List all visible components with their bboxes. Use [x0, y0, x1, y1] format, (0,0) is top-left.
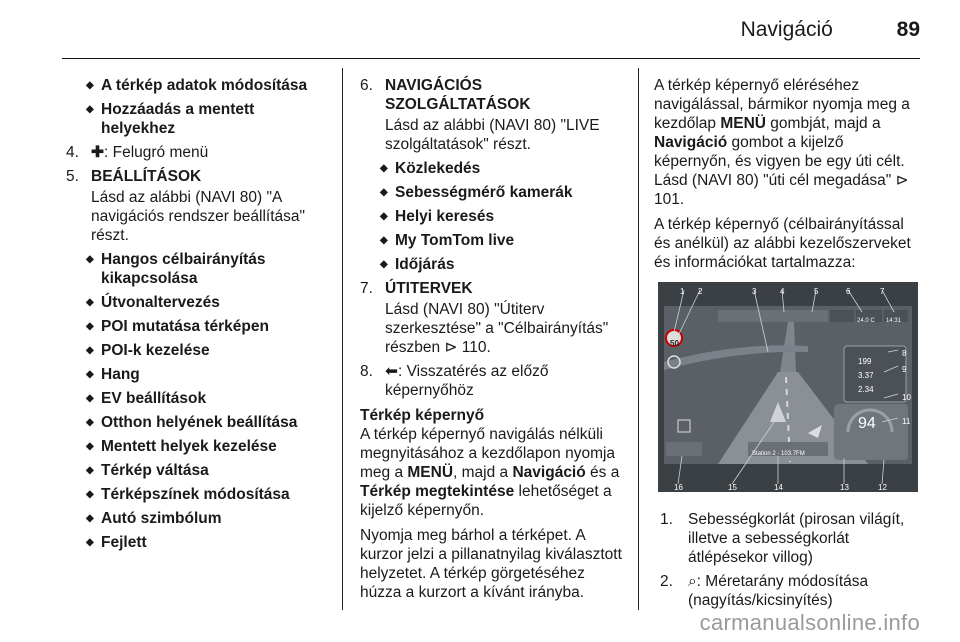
- list-item: ◆ Fejlett: [66, 533, 326, 552]
- numbered-item-7: 7. ÚTITERVEK: [360, 280, 473, 297]
- list-item: ◆ Útvonaltervezés: [66, 293, 326, 312]
- numbered-item: 2. ⌕: Méretarány módosítása (nagyítás/kicsinyítés): [660, 573, 869, 609]
- list-item: ◆ Sebességmérő kamerák: [360, 183, 630, 202]
- current-speed: 94: [858, 415, 876, 432]
- page-title: Navigáció: [740, 18, 833, 41]
- list-item: ◆ Térképszínek módosítása: [66, 485, 326, 504]
- distance-readout: 3.37: [858, 371, 874, 380]
- plus-icon: ✚: [91, 144, 104, 161]
- settings-list: [66, 250, 326, 552]
- column-1: [66, 76, 326, 557]
- item-description: Lásd az alábbi (NAVI 80) "A navigációs rendszer beállítása" részt.: [91, 189, 306, 244]
- distance-readout: 2.34: [858, 385, 874, 394]
- list-item: ◆ POI mutatása térképen: [66, 317, 326, 336]
- clock: 14:31: [886, 318, 902, 324]
- item-description: Lásd az alábbi (NAVI 80) "LIVE szolgáltatások" részt.: [385, 117, 600, 153]
- distance-readout: 199: [858, 357, 872, 366]
- map-screen-figure: 1 2 3 4 5 6 7 8 9 10 11 16 15 14 13 12 50 199 3.37 2.34 94 24.0 C 14:31 Station 2 · 103.7FM: [658, 282, 918, 492]
- services-list: [360, 159, 630, 274]
- temperature: 24.0 C: [857, 318, 875, 324]
- list-item: ◆ Otthon helyének beállítása: [66, 413, 326, 432]
- paragraph: A térkép képernyő (célbairányítással és anélkül) az alábbi kezelőszerveket és információkat tartalmazza:: [654, 216, 911, 271]
- numbered-item-8: 8. ⬅: Visszatérés az előző képernyőhöz: [360, 363, 549, 399]
- list-item: ◆ Helyi keresés: [360, 207, 630, 226]
- list-item: ◆ Térkép váltása: [66, 461, 326, 480]
- column-divider: [638, 68, 639, 610]
- list-item: ◆ Időjárás: [360, 255, 630, 274]
- list-item: ◆ Hang: [66, 365, 326, 384]
- numbered-item-5: 5. BEÁLLÍTÁSOK: [66, 168, 202, 185]
- list-item: ◆ POI-k kezelése: [66, 341, 326, 360]
- list-item: ◆ EV beállítások: [66, 389, 326, 408]
- numbered-item-4: 4. ✚: Felugró menü: [66, 144, 209, 161]
- page-header: [741, 18, 920, 42]
- column-2: [360, 76, 630, 608]
- list-item: ◆ Hangos célbairányítás kikapcsolása: [66, 250, 326, 288]
- list-item: ◆ Közlekedés: [360, 159, 630, 178]
- header-rule: [62, 58, 920, 59]
- numbered-item: 1. Sebességkorlát (pirosan világít, illetve a sebességkorlát átlépésekor villog): [660, 511, 905, 566]
- paragraph: A térkép képernyő navigálás nélküli megnyitásához a kezdőlapon nyomja meg a MENÜ, majd a Navigáció és a Térkép megtekintése lehetőséget a kijelző képernyőn.: [360, 426, 620, 519]
- column-3: [654, 76, 922, 615]
- street-name: Station 2 · 103.7FM: [752, 451, 805, 457]
- numbered-item-6: 6. NAVIGÁCIÓS SZOLGÁLTATÁSOK: [360, 77, 531, 113]
- list-item: ◆ Hozzáadás a mentett helyekhez: [66, 100, 326, 138]
- column-divider: [342, 68, 343, 610]
- section-heading: Térkép képernyő: [360, 407, 485, 424]
- list-item: ◆ Autó szimbólum: [66, 509, 326, 528]
- page-number: 89: [896, 18, 920, 41]
- item-description: Lásd (NAVI 80) "Útiterv szerkesztése" a "Célbairányítás" részben ⊳ 110.: [385, 301, 609, 356]
- list-item: ◆ Mentett helyek kezelése: [66, 437, 326, 456]
- speed-limit-sign: 50: [670, 339, 679, 348]
- list-item: ◆ My TomTom live: [360, 231, 630, 250]
- paragraph: Nyomja meg bárhol a térképet. A kurzor jelzi a pillanatnyilag kiválasztott helyzetet. A térkép görgetéséhez húzza a kurzort a kívánt irányba.: [360, 527, 622, 601]
- back-arrow-icon: ⬅: [385, 363, 398, 380]
- paragraph: A térkép képernyő eléréséhez navigálással, bármikor nyomja meg a kezdőlap MENÜ gombját, majd a Navigáció gombot a kijelző képernyőn, és vigyen be egy úti célt. Lásd (NAVI 80) "úti cél megadása" ⊳ 101.: [654, 77, 910, 208]
- watermark: carmanualsonline.info: [699, 610, 920, 635]
- list-item: ◆ A térkép adatok módosítása: [66, 76, 326, 95]
